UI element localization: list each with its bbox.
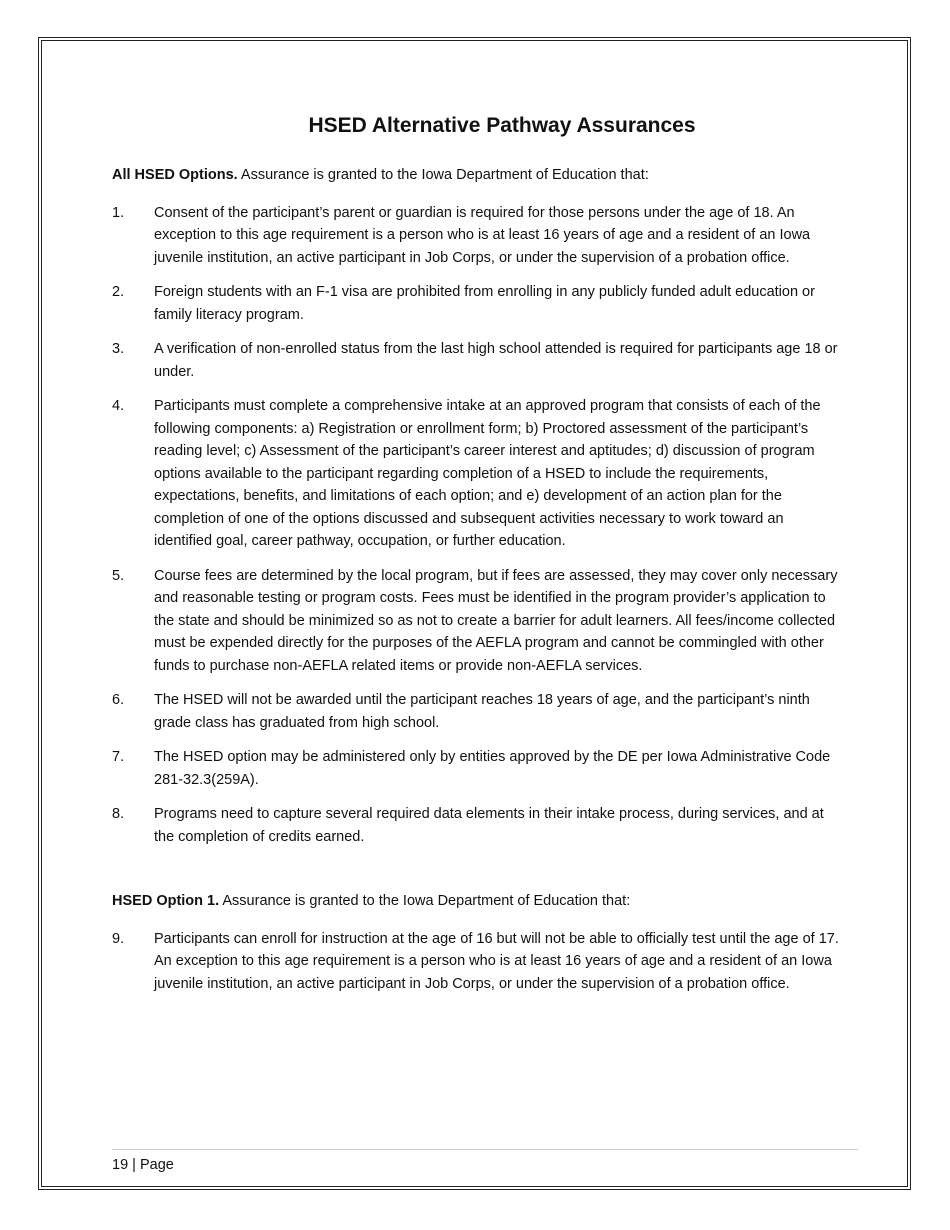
- list-item-number: 5.: [112, 567, 125, 584]
- section-intro-text: Assurance is granted to the Iowa Department of Education that:: [237, 167, 649, 183]
- list-item-text: Course fees are determined by the local program, but if fees are assessed, they may cover only necessary and reasonable testing or program costs. Fees must be identified in the program provider’s application to the state and should be minimized so as not to create a barrier for adult learners. All fees/income collected must be expended directly for the purposes of the AEFLA program and cannot be commingled with other funds to purchase non-AEFLA related items or provide non-AEFLA services.: [154, 567, 838, 674]
- list-item-text: Foreign students with an F-1 visa are prohibited from enrolling in any publicly funded adult education or family literacy program.: [154, 284, 815, 323]
- list-item-text: The HSED option may be administered only by entities approved by the DE per Iowa Administrative Code 281-32.3(259A).: [154, 749, 831, 788]
- list-item: [112, 565, 842, 678]
- list-item-number: 7.: [112, 749, 125, 765]
- list-item: [112, 803, 842, 848]
- list-item: [112, 281, 842, 326]
- list-item: [112, 689, 842, 734]
- section-option1-intro: [112, 890, 842, 913]
- list-item-number: 9.: [112, 930, 125, 947]
- section-spacer: [112, 860, 842, 890]
- list-item-number: 4.: [112, 398, 125, 414]
- list-item: [112, 746, 842, 791]
- list-item-text: The HSED will not be awarded until the participant reaches 18 years of age, and the participant’s ninth grade class has graduated from high school.: [154, 692, 810, 731]
- list-item-text: Participants can enroll for instruction at the age of 16 but will not be able to officially test until the age of 17. An exception to this age requirement is a person who is at least 16 years of age and a resident of an Iowa juvenile institution, an active participant in Job Corps, or under the supervision of a probation office.: [154, 930, 839, 992]
- list-item-text: Participants must complete a comprehensive intake at an approved program that consists of each of the following components: a) Registration or enrollment form; b) Proctored assessment of the participant’s reading level; c) Assessment of the participant’s career interest and aptitudes; d) discussion of program options available to the participant regarding completion of a HSED to include the requirements, expectations, benefits, and limitations of each option; and e) development of an action plan for the completion of one of the options discussed and subsequent activities necessary to work toward an identified goal, career pathway, occupation, or further education.: [154, 398, 821, 549]
- page-title: HSED Alternative Pathway Assurances: [308, 114, 696, 137]
- page-footer: 19 | Page: [112, 1149, 858, 1175]
- section-intro-text: Assurance is granted to the Iowa Department of Education that:: [219, 893, 631, 909]
- document-page: [112, 112, 842, 1007]
- list-item-number: 6.: [112, 692, 125, 708]
- list-item: [112, 928, 842, 996]
- list-item: [112, 338, 842, 383]
- list-item-text: Programs need to capture several required data elements in their intake process, during services, and at the completion of credits earned.: [154, 806, 824, 845]
- list-item-number: 1.: [112, 204, 125, 221]
- list-item: [112, 202, 842, 270]
- list-item-number: 3.: [112, 341, 125, 357]
- section-heading: HSED Option 1.: [112, 893, 220, 909]
- list-item: [112, 395, 842, 553]
- section-all-hsed-intro: [112, 164, 842, 187]
- list-item-text: A verification of non-enrolled status from the last high school attended is required for participants age 18 or under.: [154, 341, 838, 380]
- section-heading: All HSED Options.: [112, 167, 238, 183]
- list-item-number: 8.: [112, 806, 125, 822]
- list-item-text: Consent of the participant’s parent or guardian is required for those persons under the age of 18. An exception to this age requirement is a person who is at least 16 years of age and a resident of an Iowa juvenile institution, an active participant in Job Corps, or under the supervision of a probation office.: [154, 204, 811, 266]
- list-item-number: 2.: [112, 284, 125, 300]
